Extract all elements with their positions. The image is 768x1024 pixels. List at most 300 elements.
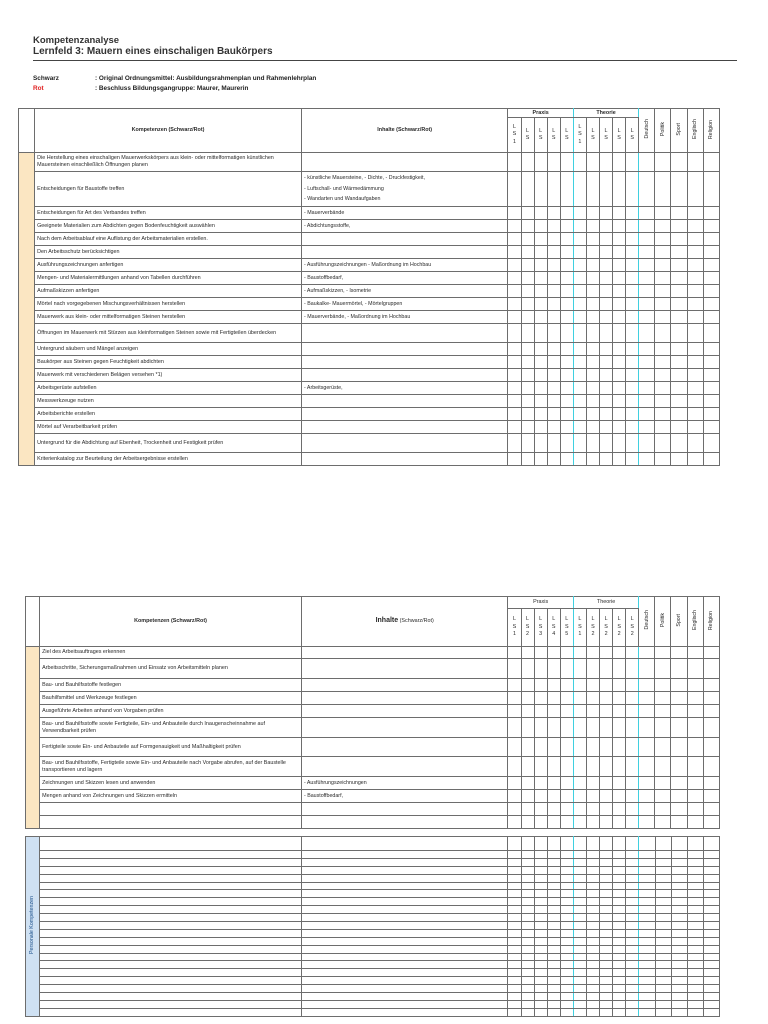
- assessment-cell[interactable]: [703, 866, 719, 874]
- competency-cell[interactable]: [40, 1000, 302, 1008]
- assessment-cell[interactable]: [613, 421, 626, 434]
- assessment-cell[interactable]: [600, 777, 613, 790]
- assessment-cell[interactable]: [613, 220, 626, 233]
- assessment-cell[interactable]: [671, 866, 687, 874]
- assessment-cell[interactable]: [534, 382, 547, 395]
- assessment-cell[interactable]: [573, 993, 586, 1001]
- assessment-cell[interactable]: [703, 172, 719, 207]
- assessment-cell[interactable]: [626, 803, 639, 816]
- assessment-cell[interactable]: [600, 803, 613, 816]
- assessment-cell[interactable]: [521, 977, 534, 985]
- assessment-cell[interactable]: [703, 343, 719, 356]
- assessment-cell[interactable]: [687, 369, 703, 382]
- assessment-cell[interactable]: [626, 369, 639, 382]
- assessment-cell[interactable]: [613, 356, 626, 369]
- assessment-cell[interactable]: [687, 434, 703, 453]
- assessment-cell[interactable]: [671, 790, 687, 803]
- assessment-cell[interactable]: [613, 858, 626, 866]
- assessment-cell[interactable]: [560, 343, 573, 356]
- competency-cell[interactable]: [40, 985, 302, 993]
- assessment-cell[interactable]: [508, 246, 521, 259]
- assessment-cell[interactable]: [586, 324, 599, 343]
- content-cell[interactable]: [301, 906, 507, 914]
- assessment-cell[interactable]: [626, 259, 639, 272]
- assessment-cell[interactable]: [547, 233, 560, 246]
- assessment-cell[interactable]: [626, 298, 639, 311]
- assessment-cell[interactable]: [639, 922, 655, 930]
- assessment-cell[interactable]: [547, 898, 560, 906]
- assessment-cell[interactable]: [534, 718, 547, 738]
- assessment-cell[interactable]: [573, 395, 586, 408]
- assessment-cell[interactable]: [703, 395, 719, 408]
- assessment-cell[interactable]: [613, 837, 626, 851]
- assessment-cell[interactable]: [626, 233, 639, 246]
- assessment-cell[interactable]: [671, 453, 687, 466]
- assessment-cell[interactable]: [547, 692, 560, 705]
- assessment-cell[interactable]: [560, 647, 573, 659]
- assessment-cell[interactable]: [687, 985, 703, 993]
- assessment-cell[interactable]: [600, 866, 613, 874]
- assessment-cell[interactable]: [534, 369, 547, 382]
- assessment-cell[interactable]: [703, 382, 719, 395]
- assessment-cell[interactable]: [687, 1008, 703, 1016]
- assessment-cell[interactable]: [560, 233, 573, 246]
- assessment-cell[interactable]: [560, 890, 573, 898]
- assessment-cell[interactable]: [703, 977, 719, 985]
- assessment-cell[interactable]: [560, 803, 573, 816]
- assessment-cell[interactable]: [547, 172, 560, 207]
- assessment-cell[interactable]: [639, 172, 655, 207]
- assessment-cell[interactable]: [534, 220, 547, 233]
- assessment-cell[interactable]: [521, 866, 534, 874]
- assessment-cell[interactable]: [534, 777, 547, 790]
- assessment-cell[interactable]: [521, 993, 534, 1001]
- assessment-cell[interactable]: [639, 285, 655, 298]
- assessment-cell[interactable]: [655, 395, 671, 408]
- assessment-cell[interactable]: [600, 272, 613, 285]
- assessment-cell[interactable]: [655, 421, 671, 434]
- assessment-cell[interactable]: [671, 1000, 687, 1008]
- competency-cell[interactable]: [40, 882, 302, 890]
- assessment-cell[interactable]: [560, 382, 573, 395]
- assessment-cell[interactable]: [600, 851, 613, 859]
- assessment-cell[interactable]: [626, 718, 639, 738]
- assessment-cell[interactable]: [508, 790, 521, 803]
- assessment-cell[interactable]: [573, 298, 586, 311]
- assessment-cell[interactable]: [586, 705, 599, 718]
- assessment-cell[interactable]: [573, 453, 586, 466]
- assessment-cell[interactable]: [560, 851, 573, 859]
- assessment-cell[interactable]: [573, 647, 586, 659]
- assessment-cell[interactable]: [586, 356, 599, 369]
- assessment-cell[interactable]: [573, 285, 586, 298]
- assessment-cell[interactable]: [639, 977, 655, 985]
- content-cell[interactable]: [301, 837, 507, 851]
- assessment-cell[interactable]: [547, 647, 560, 659]
- assessment-cell[interactable]: [600, 890, 613, 898]
- assessment-cell[interactable]: [639, 882, 655, 890]
- assessment-cell[interactable]: [534, 953, 547, 961]
- assessment-cell[interactable]: [508, 914, 521, 922]
- assessment-cell[interactable]: [687, 961, 703, 969]
- assessment-cell[interactable]: [687, 914, 703, 922]
- assessment-cell[interactable]: [560, 395, 573, 408]
- assessment-cell[interactable]: [508, 647, 521, 659]
- assessment-cell[interactable]: [600, 969, 613, 977]
- assessment-cell[interactable]: [534, 298, 547, 311]
- assessment-cell[interactable]: [600, 816, 613, 829]
- assessment-cell[interactable]: [613, 272, 626, 285]
- assessment-cell[interactable]: [687, 207, 703, 220]
- assessment-cell[interactable]: [687, 246, 703, 259]
- assessment-cell[interactable]: [586, 421, 599, 434]
- assessment-cell[interactable]: [703, 311, 719, 324]
- assessment-cell[interactable]: [613, 985, 626, 993]
- assessment-cell[interactable]: [613, 874, 626, 882]
- assessment-cell[interactable]: [671, 851, 687, 859]
- assessment-cell[interactable]: [655, 659, 671, 679]
- assessment-cell[interactable]: [639, 816, 655, 829]
- assessment-cell[interactable]: [547, 453, 560, 466]
- assessment-cell[interactable]: [613, 369, 626, 382]
- assessment-cell[interactable]: [600, 738, 613, 757]
- assessment-cell[interactable]: [560, 679, 573, 692]
- assessment-cell[interactable]: [626, 757, 639, 777]
- assessment-cell[interactable]: [573, 408, 586, 421]
- assessment-cell[interactable]: [613, 679, 626, 692]
- competency-cell[interactable]: [40, 922, 302, 930]
- content-cell[interactable]: [301, 1008, 507, 1016]
- competency-cell[interactable]: [40, 993, 302, 1001]
- assessment-cell[interactable]: [547, 837, 560, 851]
- assessment-cell[interactable]: [534, 757, 547, 777]
- assessment-cell[interactable]: [521, 757, 534, 777]
- assessment-cell[interactable]: [639, 421, 655, 434]
- assessment-cell[interactable]: [703, 153, 719, 172]
- assessment-cell[interactable]: [671, 890, 687, 898]
- assessment-cell[interactable]: [600, 993, 613, 1001]
- assessment-cell[interactable]: [687, 343, 703, 356]
- assessment-cell[interactable]: [573, 692, 586, 705]
- assessment-cell[interactable]: [655, 692, 671, 705]
- assessment-cell[interactable]: [613, 851, 626, 859]
- assessment-cell[interactable]: [521, 914, 534, 922]
- assessment-cell[interactable]: [521, 453, 534, 466]
- assessment-cell[interactable]: [508, 961, 521, 969]
- assessment-cell[interactable]: [703, 718, 719, 738]
- assessment-cell[interactable]: [600, 874, 613, 882]
- competency-cell[interactable]: [40, 969, 302, 977]
- assessment-cell[interactable]: [613, 718, 626, 738]
- assessment-cell[interactable]: [639, 803, 655, 816]
- assessment-cell[interactable]: [600, 311, 613, 324]
- assessment-cell[interactable]: [547, 993, 560, 1001]
- assessment-cell[interactable]: [560, 985, 573, 993]
- assessment-cell[interactable]: [655, 969, 671, 977]
- assessment-cell[interactable]: [586, 298, 599, 311]
- assessment-cell[interactable]: [655, 220, 671, 233]
- assessment-cell[interactable]: [534, 985, 547, 993]
- assessment-cell[interactable]: [639, 906, 655, 914]
- assessment-cell[interactable]: [587, 929, 600, 937]
- assessment-cell[interactable]: [573, 937, 586, 945]
- assessment-cell[interactable]: [626, 343, 639, 356]
- assessment-cell[interactable]: [508, 453, 521, 466]
- assessment-cell[interactable]: [560, 866, 573, 874]
- assessment-cell[interactable]: [639, 874, 655, 882]
- assessment-cell[interactable]: [655, 738, 671, 757]
- assessment-cell[interactable]: [626, 220, 639, 233]
- assessment-cell[interactable]: [521, 718, 534, 738]
- assessment-cell[interactable]: [613, 866, 626, 874]
- assessment-cell[interactable]: [671, 408, 687, 421]
- assessment-cell[interactable]: [586, 343, 599, 356]
- assessment-cell[interactable]: [508, 837, 521, 851]
- assessment-cell[interactable]: [560, 898, 573, 906]
- assessment-cell[interactable]: [573, 757, 586, 777]
- assessment-cell[interactable]: [587, 837, 600, 851]
- assessment-cell[interactable]: [573, 356, 586, 369]
- assessment-cell[interactable]: [613, 882, 626, 890]
- assessment-cell[interactable]: [586, 434, 599, 453]
- assessment-cell[interactable]: [534, 945, 547, 953]
- assessment-cell[interactable]: [613, 659, 626, 679]
- assessment-cell[interactable]: [547, 679, 560, 692]
- assessment-cell[interactable]: [655, 153, 671, 172]
- assessment-cell[interactable]: [671, 953, 687, 961]
- assessment-cell[interactable]: [534, 738, 547, 757]
- assessment-cell[interactable]: [687, 324, 703, 343]
- assessment-cell[interactable]: [703, 882, 719, 890]
- assessment-cell[interactable]: [560, 153, 573, 172]
- assessment-cell[interactable]: [613, 395, 626, 408]
- assessment-cell[interactable]: [613, 259, 626, 272]
- assessment-cell[interactable]: [521, 692, 534, 705]
- assessment-cell[interactable]: [703, 259, 719, 272]
- content-cell[interactable]: [301, 898, 507, 906]
- assessment-cell[interactable]: [547, 866, 560, 874]
- competency-cell[interactable]: [40, 858, 302, 866]
- assessment-cell[interactable]: [573, 851, 586, 859]
- assessment-cell[interactable]: [573, 434, 586, 453]
- assessment-cell[interactable]: [560, 220, 573, 233]
- assessment-cell[interactable]: [671, 233, 687, 246]
- assessment-cell[interactable]: [687, 172, 703, 207]
- assessment-cell[interactable]: [534, 961, 547, 969]
- assessment-cell[interactable]: [547, 382, 560, 395]
- assessment-cell[interactable]: [560, 914, 573, 922]
- assessment-cell[interactable]: [547, 356, 560, 369]
- assessment-cell[interactable]: [521, 259, 534, 272]
- assessment-cell[interactable]: [508, 757, 521, 777]
- assessment-cell[interactable]: [671, 659, 687, 679]
- assessment-cell[interactable]: [600, 882, 613, 890]
- assessment-cell[interactable]: [560, 993, 573, 1001]
- assessment-cell[interactable]: [655, 285, 671, 298]
- assessment-cell[interactable]: [586, 679, 599, 692]
- assessment-cell[interactable]: [573, 816, 586, 829]
- assessment-cell[interactable]: [613, 207, 626, 220]
- assessment-cell[interactable]: [547, 220, 560, 233]
- assessment-cell[interactable]: [586, 311, 599, 324]
- assessment-cell[interactable]: [671, 874, 687, 882]
- assessment-cell[interactable]: [703, 356, 719, 369]
- assessment-cell[interactable]: [687, 882, 703, 890]
- assessment-cell[interactable]: [600, 233, 613, 246]
- assessment-cell[interactable]: [521, 434, 534, 453]
- assessment-cell[interactable]: [626, 837, 639, 851]
- assessment-cell[interactable]: [547, 207, 560, 220]
- assessment-cell[interactable]: [655, 718, 671, 738]
- assessment-cell[interactable]: [600, 356, 613, 369]
- assessment-cell[interactable]: [587, 945, 600, 953]
- assessment-cell[interactable]: [573, 259, 586, 272]
- assessment-cell[interactable]: [587, 851, 600, 859]
- assessment-cell[interactable]: [687, 977, 703, 985]
- assessment-cell[interactable]: [626, 311, 639, 324]
- assessment-cell[interactable]: [534, 408, 547, 421]
- assessment-cell[interactable]: [586, 738, 599, 757]
- assessment-cell[interactable]: [703, 285, 719, 298]
- assessment-cell[interactable]: [703, 898, 719, 906]
- assessment-cell[interactable]: [560, 790, 573, 803]
- assessment-cell[interactable]: [534, 324, 547, 343]
- assessment-cell[interactable]: [508, 679, 521, 692]
- assessment-cell[interactable]: [655, 882, 671, 890]
- assessment-cell[interactable]: [703, 757, 719, 777]
- assessment-cell[interactable]: [639, 369, 655, 382]
- assessment-cell[interactable]: [547, 858, 560, 866]
- assessment-cell[interactable]: [639, 659, 655, 679]
- assessment-cell[interactable]: [655, 1000, 671, 1008]
- assessment-cell[interactable]: [573, 961, 586, 969]
- assessment-cell[interactable]: [521, 369, 534, 382]
- assessment-cell[interactable]: [587, 1000, 600, 1008]
- assessment-cell[interactable]: [671, 858, 687, 866]
- assessment-cell[interactable]: [703, 246, 719, 259]
- assessment-cell[interactable]: [600, 421, 613, 434]
- assessment-cell[interactable]: [534, 914, 547, 922]
- assessment-cell[interactable]: [521, 803, 534, 816]
- assessment-cell[interactable]: [547, 757, 560, 777]
- assessment-cell[interactable]: [573, 659, 586, 679]
- assessment-cell[interactable]: [508, 369, 521, 382]
- assessment-cell[interactable]: [547, 1008, 560, 1016]
- assessment-cell[interactable]: [655, 777, 671, 790]
- assessment-cell[interactable]: [639, 233, 655, 246]
- assessment-cell[interactable]: [671, 816, 687, 829]
- assessment-cell[interactable]: [547, 803, 560, 816]
- assessment-cell[interactable]: [703, 816, 719, 829]
- assessment-cell[interactable]: [613, 969, 626, 977]
- assessment-cell[interactable]: [521, 837, 534, 851]
- assessment-cell[interactable]: [655, 922, 671, 930]
- assessment-cell[interactable]: [626, 882, 639, 890]
- assessment-cell[interactable]: [521, 890, 534, 898]
- assessment-cell[interactable]: [547, 246, 560, 259]
- assessment-cell[interactable]: [613, 945, 626, 953]
- assessment-cell[interactable]: [655, 272, 671, 285]
- assessment-cell[interactable]: [671, 705, 687, 718]
- assessment-cell[interactable]: [613, 937, 626, 945]
- assessment-cell[interactable]: [600, 929, 613, 937]
- assessment-cell[interactable]: [534, 246, 547, 259]
- assessment-cell[interactable]: [687, 679, 703, 692]
- assessment-cell[interactable]: [547, 434, 560, 453]
- assessment-cell[interactable]: [703, 421, 719, 434]
- competency-cell[interactable]: [40, 945, 302, 953]
- assessment-cell[interactable]: [586, 285, 599, 298]
- assessment-cell[interactable]: [671, 153, 687, 172]
- assessment-cell[interactable]: [655, 298, 671, 311]
- assessment-cell[interactable]: [534, 356, 547, 369]
- assessment-cell[interactable]: [573, 922, 586, 930]
- assessment-cell[interactable]: [687, 790, 703, 803]
- assessment-cell[interactable]: [560, 659, 573, 679]
- assessment-cell[interactable]: [671, 929, 687, 937]
- assessment-cell[interactable]: [547, 738, 560, 757]
- assessment-cell[interactable]: [521, 851, 534, 859]
- content-cell[interactable]: [301, 953, 507, 961]
- assessment-cell[interactable]: [687, 945, 703, 953]
- assessment-cell[interactable]: [703, 647, 719, 659]
- assessment-cell[interactable]: [560, 874, 573, 882]
- assessment-cell[interactable]: [626, 679, 639, 692]
- assessment-cell[interactable]: [521, 1008, 534, 1016]
- assessment-cell[interactable]: [573, 882, 586, 890]
- assessment-cell[interactable]: [560, 816, 573, 829]
- assessment-cell[interactable]: [560, 298, 573, 311]
- assessment-cell[interactable]: [547, 718, 560, 738]
- assessment-cell[interactable]: [639, 866, 655, 874]
- content-cell[interactable]: [301, 866, 507, 874]
- assessment-cell[interactable]: [703, 858, 719, 866]
- assessment-cell[interactable]: [687, 874, 703, 882]
- assessment-cell[interactable]: [521, 1000, 534, 1008]
- assessment-cell[interactable]: [671, 777, 687, 790]
- assessment-cell[interactable]: [573, 866, 586, 874]
- assessment-cell[interactable]: [573, 914, 586, 922]
- assessment-cell[interactable]: [639, 1000, 655, 1008]
- assessment-cell[interactable]: [639, 738, 655, 757]
- assessment-cell[interactable]: [671, 647, 687, 659]
- assessment-cell[interactable]: [508, 858, 521, 866]
- assessment-cell[interactable]: [703, 659, 719, 679]
- assessment-cell[interactable]: [687, 993, 703, 1001]
- assessment-cell[interactable]: [687, 311, 703, 324]
- assessment-cell[interactable]: [586, 382, 599, 395]
- assessment-cell[interactable]: [613, 692, 626, 705]
- assessment-cell[interactable]: [508, 890, 521, 898]
- assessment-cell[interactable]: [573, 953, 586, 961]
- assessment-cell[interactable]: [508, 259, 521, 272]
- assessment-cell[interactable]: [573, 233, 586, 246]
- assessment-cell[interactable]: [671, 298, 687, 311]
- assessment-cell[interactable]: [600, 434, 613, 453]
- assessment-cell[interactable]: [655, 851, 671, 859]
- assessment-cell[interactable]: [703, 837, 719, 851]
- assessment-cell[interactable]: [573, 369, 586, 382]
- assessment-cell[interactable]: [521, 922, 534, 930]
- assessment-cell[interactable]: [687, 937, 703, 945]
- assessment-cell[interactable]: [573, 969, 586, 977]
- assessment-cell[interactable]: [703, 369, 719, 382]
- assessment-cell[interactable]: [560, 882, 573, 890]
- assessment-cell[interactable]: [655, 961, 671, 969]
- assessment-cell[interactable]: [547, 906, 560, 914]
- assessment-cell[interactable]: [671, 993, 687, 1001]
- assessment-cell[interactable]: [703, 453, 719, 466]
